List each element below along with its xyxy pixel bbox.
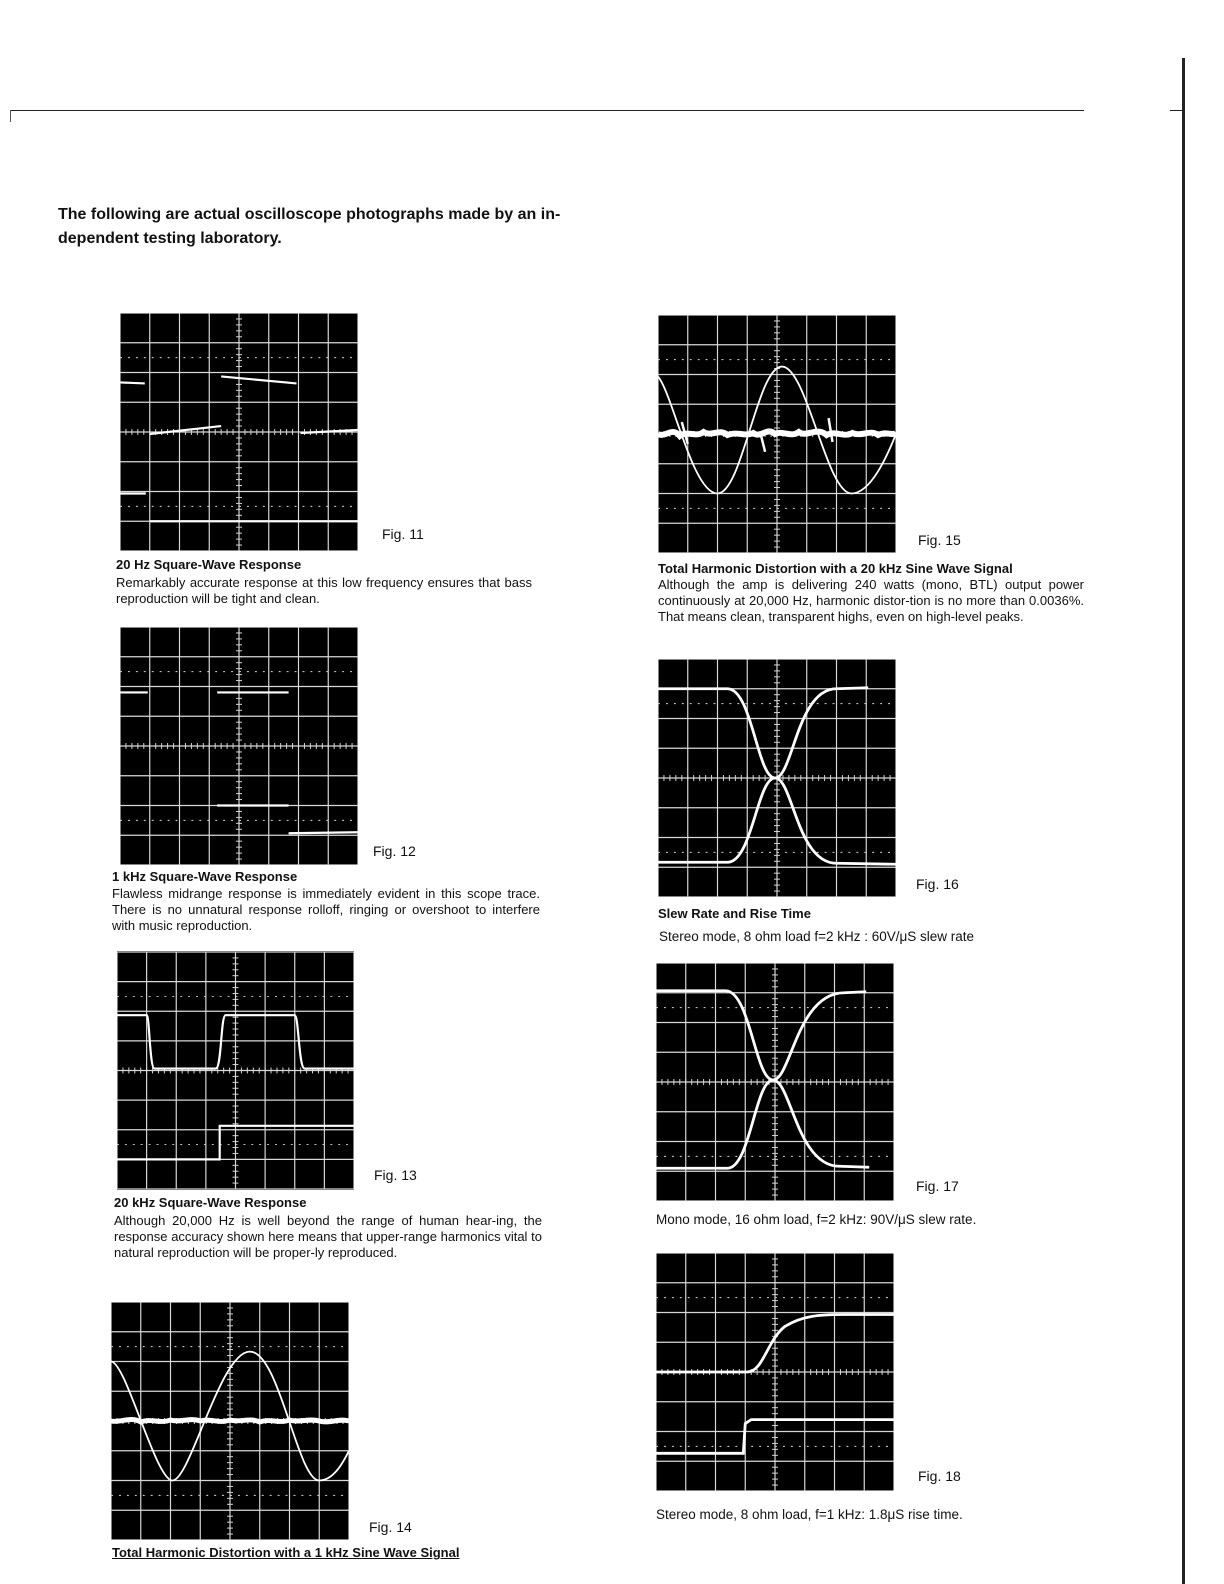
fig-12-title: 1 kHz Square-Wave Response — [112, 869, 298, 884]
right-rule-stub — [1170, 110, 1182, 111]
fig-14-title: Total Harmonic Distortion with a 1 kHz Sine Wave Signal — [112, 1545, 460, 1560]
fig-11-label: Fig. 11 — [382, 526, 424, 542]
oscilloscope-photo-fig-15 — [658, 315, 896, 553]
fig-13-description: Although 20,000 Hz is well beyond the range of human hear-ing, the response accuracy shown here means that upper-range harmonics vital to natural reproduction will be proper-ly reproduced. — [114, 1213, 542, 1260]
scope-trace-fig-18 — [656, 1253, 894, 1491]
right-margin-rule — [1182, 58, 1185, 1584]
scope-trace-fig-14 — [111, 1302, 349, 1540]
top-rule — [10, 110, 1084, 111]
scope-trace-fig-16 — [658, 659, 896, 897]
fig-11-description: Remarkably accurate response at this low frequency ensures that bass reproduction will be tight and clean. — [116, 575, 532, 606]
fig-16-description: Stereo mode, 8 ohm load f=2 kHz : 60V/μS slew rate — [659, 929, 975, 944]
fig-16-label: Fig. 16 — [916, 876, 959, 892]
fig-18-description: Stereo mode, 8 ohm load, f=1 kHz: 1.8μS rise time. — [656, 1507, 963, 1522]
oscilloscope-photo-fig-17 — [656, 963, 894, 1201]
fig-15-label: Fig. 15 — [918, 532, 961, 548]
fig-18-label: Fig. 18 — [918, 1468, 961, 1484]
fig-16-title: Slew Rate and Rise Time — [658, 906, 811, 921]
oscilloscope-photo-fig-13 — [117, 951, 354, 1190]
fig-12-description: Flawless midrange response is immediately evident in this scope trace. There is no unnatural response rolloff, ringing or overshoot to interfere with music reproduction. — [112, 886, 540, 933]
oscilloscope-photo-fig-11 — [120, 313, 358, 551]
oscilloscope-photo-fig-14 — [111, 1302, 349, 1540]
fig-15-description: Although the amp is delivering 240 watts (mono, BTL) output power continuously at 20,000 Hz, harmonic distor-tion is no more than 0.0036%. That means clean, transparent highs, even on high-level peaks. — [658, 577, 1084, 624]
top-rule-tick — [10, 110, 11, 122]
fig-17-label: Fig. 17 — [916, 1178, 959, 1194]
oscilloscope-photo-fig-16 — [658, 659, 896, 897]
scope-trace-fig-17 — [656, 963, 894, 1201]
fig-13-label: Fig. 13 — [374, 1167, 417, 1183]
fig-12-label: Fig. 12 — [373, 843, 416, 859]
scope-trace-fig-13 — [117, 951, 354, 1190]
fig-15-title: Total Harmonic Distortion with a 20 kHz Sine Wave Signal — [658, 561, 1013, 576]
scope-trace-fig-11 — [120, 313, 358, 551]
oscilloscope-photo-fig-18 — [656, 1253, 894, 1491]
scope-trace-fig-15 — [658, 315, 896, 553]
fig-14-label: Fig. 14 — [369, 1519, 412, 1535]
oscilloscope-photo-fig-12 — [120, 627, 358, 865]
scope-trace-fig-12 — [120, 627, 358, 865]
fig-11-title: 20 Hz Square-Wave Response — [116, 557, 302, 572]
intro-paragraph: The following are actual oscilloscope photographs made by an in-dependent testing laboratory. — [58, 206, 561, 247]
fig-13-title: 20 kHz Square-Wave Response — [114, 1195, 307, 1210]
fig-17-description: Mono mode, 16 ohm load, f=2 kHz: 90V/μS slew rate. — [656, 1212, 977, 1227]
